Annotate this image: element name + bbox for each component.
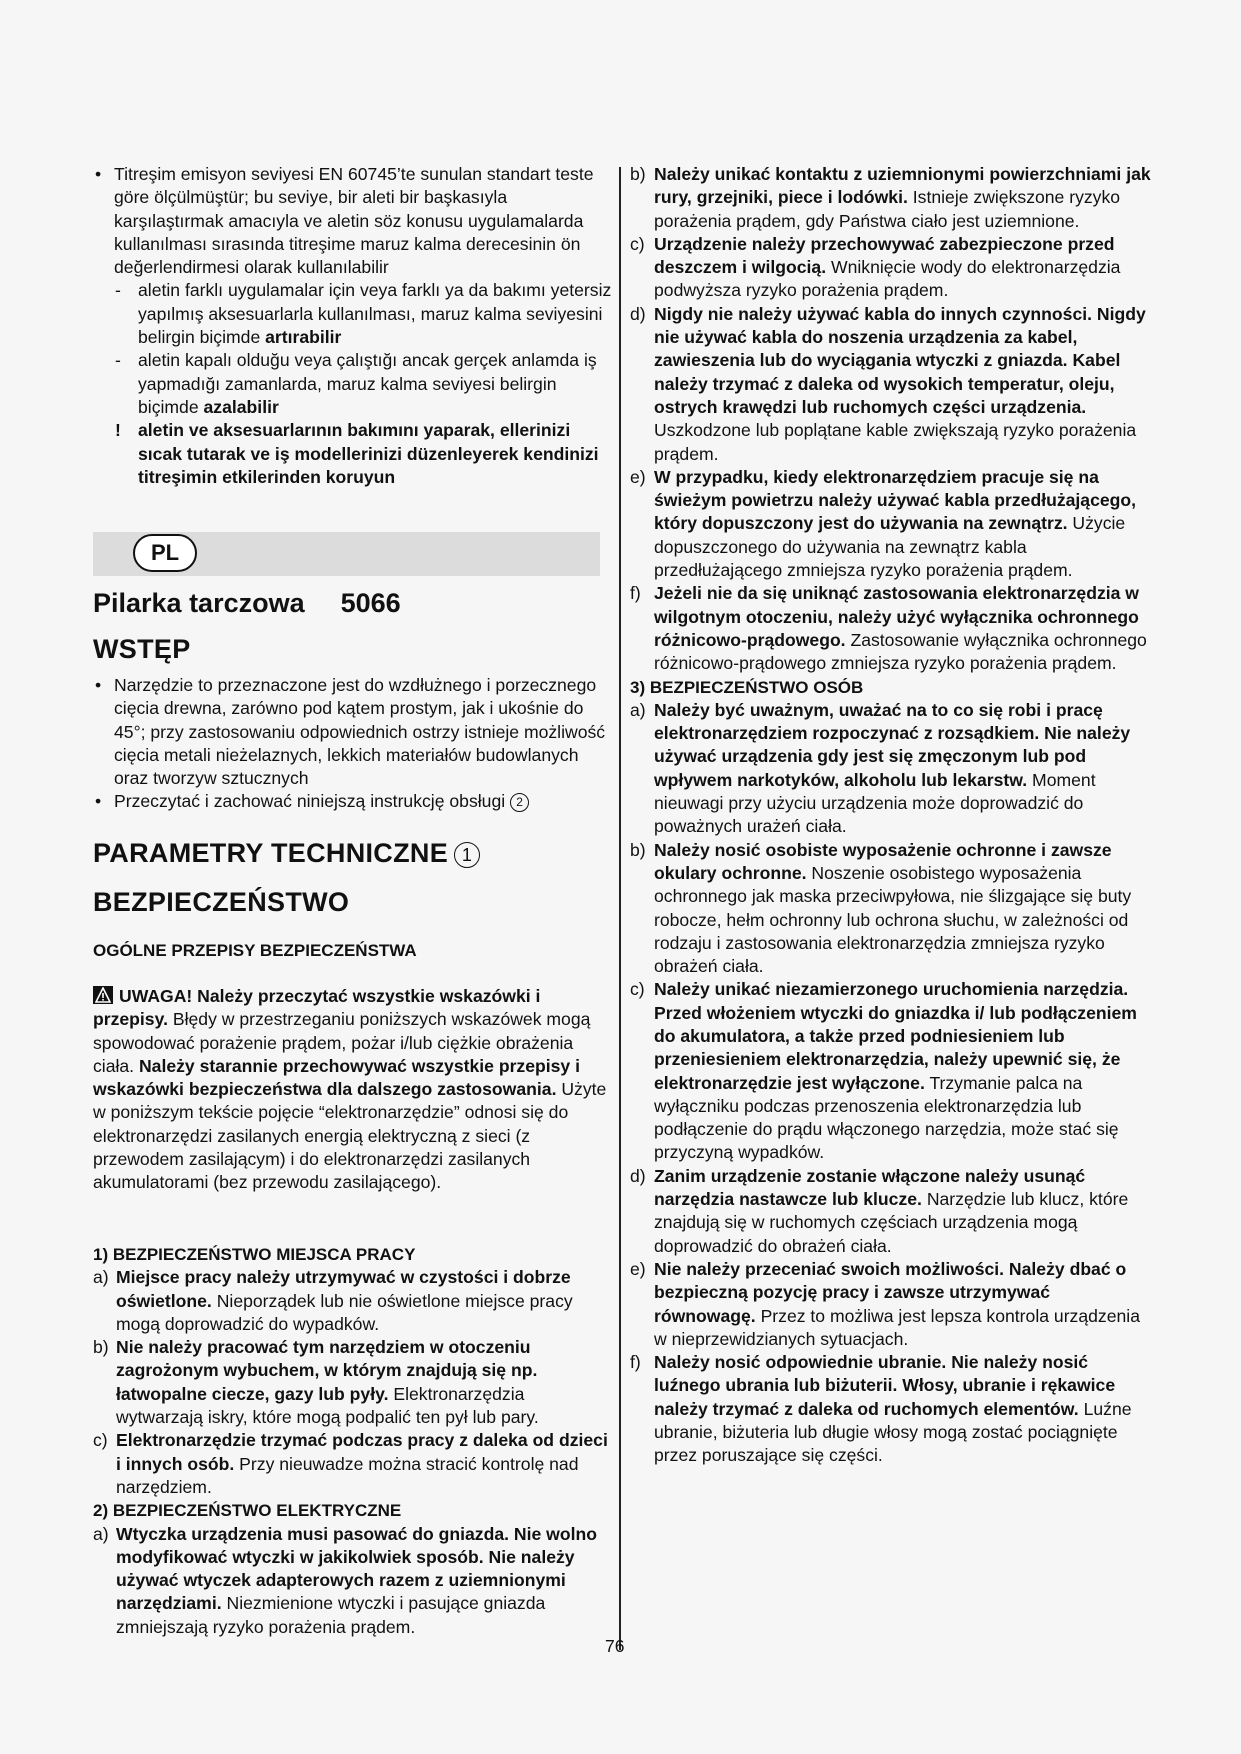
personal-item-e: e) Nie należy przeceniać swoich możliwości. Należy dbać o bezpieczną pozycję pracy i zawsze utrzymywać równowagę. Przez to możliwa jest lepsza kontrola urządzenia w nieprzewidzianych sytuacjach. — [630, 1258, 1140, 1349]
right-column — [630, 163, 1152, 1468]
warning-paragraph: UWAGA! Należy przeczytać wszystkie wskazówki i przepisy. Błędy w przestrzeganiu poniższych wskazówek mogą spowodować porażenie prądem, pożar i/lub ciężkie obrażenia ciała. Należy starannie przechowywać wszystkie przepisy i wskazówki bezpieczeństwa dla dalszego zastosowania. Użyte w poniższym tekście pojęcie “elektronarzędzie” odnosi się do elektronarzędzi zasilanych energią elektryczną z sieci (z przewodem zasilającym) i do elektronarzędzi zasilanych akumulatorami (bez przewodu zasilającego). — [93, 986, 607, 1193]
figure-ref-2: 2 — [510, 793, 529, 812]
safety-heading: BEZPIECZEŃSTWO — [93, 887, 350, 917]
vibration-dash-2: - aletin kapalı olduğu veya çalıştığı ancak gerçek anlamda iş yapmadığı zamanlarda, maruz kalma seviyesi belirgin biçimde azalabilir — [115, 350, 597, 417]
intro-list — [93, 674, 613, 814]
workplace-safety-section — [93, 1243, 613, 1639]
warning-icon — [93, 986, 113, 1004]
electrical-safety-heading: 2) BEZPIECZEŃSTWO ELEKTRYCZNE — [93, 1501, 402, 1521]
intro-heading: WSTĘP — [93, 634, 191, 664]
vibration-warning: ! aletin ve aksesuarlarının bakımını yaparak, ellerinizi sıcak tutarak ve iş modellerinizi düzenleyerek kendinizi titreşimin etkilerinden koruyun — [115, 420, 599, 487]
figure-ref-1: 1 — [454, 842, 480, 868]
product-title: Pilarka tarczowa 5066 — [93, 588, 401, 618]
vibration-dash-1: - aletin farklı uygulamalar için veya farklı ya da bakımı yetersiz yapılmış aksesuarlarla kullanılması, maruz kalma seviyesini belirgin biçimde artırabilir — [115, 280, 612, 348]
workplace-item-a: a) Miejsce pracy należy utrzymywać w czystości i dobrze oświetlone. Nieporządek lub nie oświetlone miejsce pracy mogą doprowadzić do wypadków. — [93, 1267, 573, 1334]
electrical-item-e: e) W przypadku, kiedy elektronarzędziem pracuje się na świeżym powietrzu należy używać kabla przedłużającego, który dopuszczony jest do używania na zewnątrz. Użycie dopuszczonego do używania na zewnątrz kabla przedłużającego zmniejsza ryzyko porażenia prądem. — [630, 466, 1137, 581]
vibration-notes — [93, 163, 613, 489]
electrical-item-a: a) Wtyczka urządzenia musi pasować do gniazda. Nie wolno modyfikować wtyczki w jakikolwiek sposób. Nie należy używać wtyczek adapterowych razem z uziemnionymi narzędziami. Niezmienione wtyczki i pasujące gniazda zmniejszają ryzyko porażenia prądem. — [93, 1523, 597, 1637]
personal-item-d: d) Zanim urządzenie zostanie włączone należy usunąć narzędzia nastawcze lub klucze. Narzędzie lub klucz, które znajdują się w ruchomych częściach urządzenia mogą doprowadzić do obrażeń ciała. — [630, 1165, 1129, 1256]
intro-bullet-2: • Przeczytać i zachować niniejszą instrukcję obsługi 2 — [93, 790, 613, 813]
personal-item-b: b) Należy nosić osobiste wyposażenie ochronne i zawsze okulary ochronne. Noszenie osobistego wyposażenia ochronnego jak maska przeciwpyłowa, nie ślizgające się buty robocze, hełm ochronny lub ochrona słuchu, w zależności od rodzaju i zastosowania elektronarzędzia zmniejsza ryzyko obrażeń ciała. — [630, 839, 1132, 977]
general-warning — [93, 985, 613, 1195]
personal-item-f: f) Należy nosić odpowiednie ubranie. Nie należy nosić luźnego ubrania lub biżuterii. Włosy, ubranie i rękawice należy trzymać z daleka od ruchomych elementów. Luźne ubranie, biżuteria lub długie włosy mogą zostać pociągnięte przez poruszające się części. — [630, 1352, 1132, 1466]
vibration-bullet: • Titreşim emisyon seviyesi EN 60745’te sunulan standart teste göre ölçülmüştür; bu seviye, bir aleti bir başkasıyla karşılaştırmak amacıyla ve aletin söz konusu uygulamalarda kullanılması sırasında titreşime maruz kalma derecesinin ön değerlendirmesi olarak kullanılabilir — [93, 163, 613, 279]
personal-safety-heading: 3) BEZPIECZEŃSTWO OSÓB — [630, 677, 864, 697]
language-bar — [93, 532, 600, 576]
electrical-item-c: c) Urządzenie należy przechowywać zabezpieczone przed deszczem i wilgocią. Wniknięcie wody do elektronarzędzia podwyższa ryzyko porażenia prądem. — [630, 233, 1121, 301]
electrical-item-b: b) Należy unikać kontaktu z uziemnionymi powierzchniami jak rury, grzejniki, piece i lodówki. Istnieje zwiększone ryzyko porażenia prądem, gdy Państwa ciało jest uziemnione. — [630, 164, 1151, 231]
intro-bullet-1: • Narzędzie to przeznaczone jest do wzdłużnego i porzecznego cięcia drewna, zarówno pod kątem prostym, jak i ukośnie do 45°; przy zastosowaniu odpowiednich ostrzy istnieje możliwość cięcia metali nieżelaznych, lekkich materiałów budowlanych oraz tworzyw sztucznych — [93, 674, 613, 790]
column-divider — [619, 167, 621, 1650]
language-badge: PL — [133, 534, 197, 572]
electrical-item-f: f) Jeżeli nie da się uniknąć zastosowania elektronarzędzia w wilgotnym otoczeniu, należy użyć wyłącznika ochronnego różnicowo-prądowego. Zastosowanie wyłącznika ochronnego różnicowo-prądowego zmniejsza ryzyko porażenia prądem. — [630, 583, 1147, 674]
params-heading: PARAMETRY TECHNICZNE 1 — [93, 838, 480, 869]
workplace-item-b: b) Nie należy pracować tym narzędziem w otoczeniu zagrożonym wybuchem, w którym znajdują się np. łatwopalne ciecze, gazy lub pyły. Elektronarzędzia wytwarzają iskry, które mogą podpalić ten pył lub pary. — [93, 1337, 539, 1428]
electrical-item-d: d) Nigdy nie należy używać kabla do innych czynności. Nigdy nie używać kabla do noszenia urządzenia za kabel, zawieszenia lub do wyciągania wtyczki z gniazda. Kabel należy trzymać z daleka od wysokich temperatur, oleju, ostrych krawędzi lub ruchomych części urządzenia. Uszkodzone lub poplątane kable zwiększają ryzyko porażenia prądem. — [630, 303, 1146, 464]
page-number: 76 — [605, 1636, 625, 1656]
general-safety-heading: OGÓLNE PRZEPISY BEZPIECZEŃSTWA — [93, 941, 417, 960]
personal-item-c: c) Należy unikać niezamierzonego uruchomienia narzędzia. Przed włożeniem wtyczki do gniazdka i/ lub podłączeniem do akumulatora, a także przed podniesieniem lub przeniesieniem elektronarzędzia, należy upewnić się, że elektronarzędzie jest wyłączone. Trzymanie palca na wyłączniku podczas przenoszenia elektronarzędzia lub podłączenie do prądu włączonego narzędzia, może stać się przyczyną wypadków. — [630, 979, 1137, 1163]
workplace-safety-heading: 1) BEZPIECZEŃSTWO MIEJSCA PRACY — [93, 1245, 416, 1264]
workplace-item-c: c) Elektronarzędzie trzymać podczas pracy z daleka od dzieci i innych osób. Przy nieuwadze można stracić kontrolę nad narzędziem. — [93, 1430, 608, 1497]
personal-item-a: a) Należy być uważnym, uważać na to co się robi i pracę elektronarzędziem rozpoczynać z rozsądkiem. Nie należy używać urządzenia gdy jest się zmęczonym lub pod wpływem narkotyków, alkoholu lub lekarstw. Moment nieuwagi przy użyciu urządzenia może doprowadzić do poważnych urażeń ciała. — [630, 699, 1131, 837]
